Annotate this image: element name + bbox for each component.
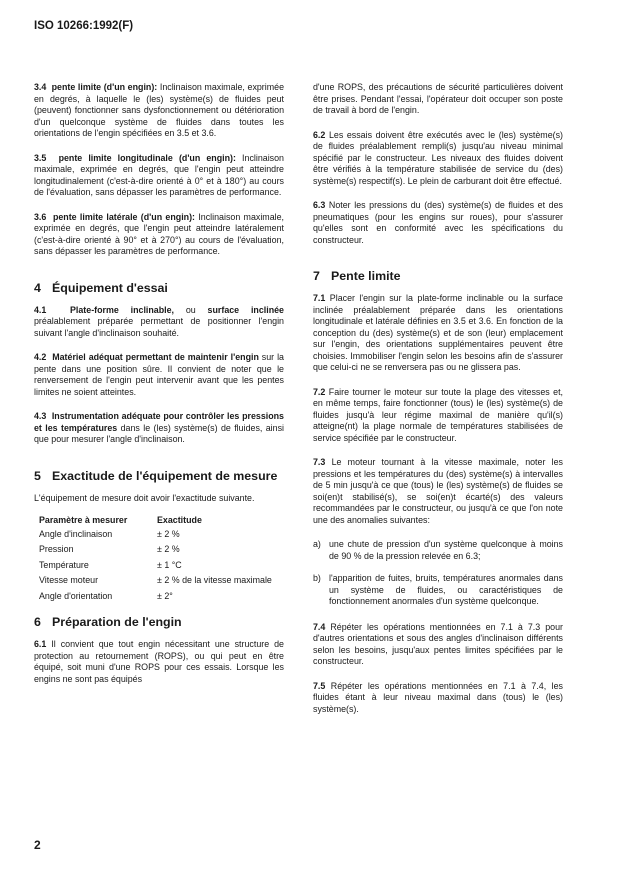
section-title: Exactitude de l'équipement de mesure	[52, 468, 278, 483]
clause-3-6	[34, 212, 284, 258]
clause-text: Inclinaison maximale, exprimée en degrés, que l'engin peut atteindre latéralement (c'est-à-dire orienté à 90° et à 270°) au cours de l'évaluation, sans dépasser les paramètres de performance.	[34, 211, 284, 256]
parameter-cell: Angle d'orientation	[39, 590, 113, 601]
section-number: 7	[313, 269, 320, 283]
term: pente limite latérale (d'un engin):	[52, 211, 196, 222]
parameter-cell: Pression	[39, 544, 74, 554]
section-5-intro: L'équipement de mesure doit avoir l'exactitude suivante.	[34, 492, 255, 503]
clause-3-4	[34, 82, 284, 140]
list-item-a	[313, 539, 563, 562]
list-label: a)	[313, 539, 321, 549]
section-5-heading	[34, 469, 284, 483]
clause-7-4	[313, 622, 563, 668]
table-row	[39, 571, 277, 587]
section-4-heading	[34, 281, 284, 295]
term: Instrumentation adéquate pour contrôler les pressions et les températures	[34, 411, 284, 433]
clause-6-3	[313, 200, 563, 246]
clause-number: 4.3	[34, 411, 47, 421]
clause-text: Placer l'engin sur la plate-forme inclinable ou la surface inclinée préalablement préparée dans les orientations longitudinale et latérale définies en 3.5 et 3.6. En fonction de la conception du (des) système(s) et de son (leur) emplacement sur l'engin, des orientations supplémentaires peuvent être choisies. Immobiliser l'engin selon les besoins afin de s'assurer que celui-ci ne se renversera pas ou ne glissera pas.	[313, 293, 563, 372]
clause-text: Inclinaison maximale, exprimée en degrés, à laquelle le (les) système(s) de fluides peut (peuvent) fonctionner sans dysfonctionnement ou détérioration d'un quelconque système de fluides dans toutes les orientations de l'engin spécifiées en 3.5 et 3.6.	[34, 82, 285, 138]
clause-number: 4.2	[34, 352, 47, 362]
accuracy-cell: ± 1 °C	[157, 559, 182, 570]
section-number: 5	[34, 468, 41, 483]
clause-text: Inclinaison maximale, exprimée en degrés, que l'engin peut atteindre longitudinalement (c'est-à-dire orienté à 0° et à 180°) au cours de l'évaluation, sans dépasser les paramètres de performance.	[34, 152, 284, 197]
list-label: b)	[313, 573, 321, 583]
accuracy-cell: ± 2 % de la vitesse maximale	[157, 575, 272, 585]
clause-6-1	[34, 639, 284, 685]
clause-number: 6.3	[313, 200, 326, 210]
clause-text: Le moteur tournant à la vitesse maximale, noter les pressions et les températures du (des) système(s) à intervalles de 5 min jusqu'à ce que (tous) le (les) système(s) de fluides se soi(en)t stabilisé(s), se soi(en)t écarté(s) des valeurs recommandées par le constructeur, ou jusqu'à ce que l'on note une des anomalies suivantes:	[313, 457, 563, 525]
term: pente limite (d'un engin):	[51, 82, 158, 92]
section-title: Équipement d'essai	[52, 280, 168, 295]
section-number: 6	[34, 615, 41, 629]
clause-text: Répéter les opérations mentionnées en 7.1 à 7.3 pour d'autres orientations et sous des angles d'inclinaison différents selon les besoins, jusqu'aux pentes limites spécifiées par le constructeur.	[313, 621, 563, 666]
clause-4-3	[34, 411, 284, 446]
clause-text: sur la pente dans une position sûre. Il convient de noter que le renversement de l'engin peut intervenir avant que les pentes limites ne soient atteintes.	[34, 352, 284, 397]
section-title: Préparation de l'engin	[52, 615, 182, 629]
clause-text: Les essais doivent être exécutés avec le (les) système(s) de fluides préalablement rempli(s) jusqu'au niveau minimal spécifié par le constructeur. Les niveaux des fluides doivent être vérifiés à la température stabilisée de service du (des) système(s) respectif(s). Le plein de carburant doit être effectué.	[313, 129, 563, 186]
term: surface inclinée	[207, 304, 284, 315]
accuracy-cell: ± 2 %	[157, 544, 180, 554]
right-column	[313, 82, 563, 728]
table-row	[39, 556, 277, 572]
section-7-heading	[313, 269, 563, 283]
clause-text: préalablement préparée permettant de positionner l'engin suivant l'angle d'inclinaison souhaité.	[34, 316, 284, 338]
page-number: 2	[34, 838, 41, 852]
left-column	[34, 82, 284, 698]
clause-text: Il convient que tout engin nécessitant une structure de protection au retournement (ROPS), ou qui peut en être équipé, soit muni d'une ROPS pour ces essais. Lorsque les engins ne sont pas équipés	[34, 639, 284, 684]
clause-number: 3.4	[34, 82, 47, 92]
clause-number: 7.3	[313, 457, 326, 467]
clause-text: Faire tourner le moteur sur toute la plage des vitesses et, en même temps, faire fonctionner (tous) le (les) système(s) de fluides jusqu'à leur régime maximal de manière qu'il(s) atteigne(nt) la plage normale de températures stabilisées de service spécifiée par le constructeur.	[313, 386, 563, 443]
table-row	[39, 529, 277, 541]
clause-number: 7.5	[313, 680, 326, 691]
clause-number: 6.2	[313, 129, 326, 140]
column-header: Paramètre à mesurer	[39, 515, 128, 525]
parameter-cell: Vitesse moteur	[39, 575, 99, 585]
term: Plate-forme inclinable,	[69, 304, 175, 315]
parameter-cell: Température	[39, 559, 89, 570]
clause-text: Répéter les opérations mentionnées en 7.1 à 7.4, les fluides étant à leur niveau maximal dans (tous) le (les) système(s).	[313, 680, 563, 714]
list-text: l'apparition de fuites, bruits, températures anormales dans un système de fluides, ou caractéristiques de fonctionnement anormales d'un système quelconque.	[329, 573, 563, 606]
section-6-heading	[34, 615, 284, 629]
accuracy-cell: ± 2°	[157, 590, 173, 601]
clause-text: Noter les pressions du (des) système(s) de fluides et des pneumatiques (pour les engins sur roues), pour s'assurer qu'elles sont en conformité avec les spécifications du constructeur.	[313, 200, 563, 245]
table-row	[39, 540, 277, 556]
clause-number: 3.5	[34, 152, 47, 163]
connector-text: ou	[174, 304, 208, 315]
clause-3-5	[34, 153, 284, 199]
clause-6-2	[313, 130, 563, 188]
clause-number: 4.1	[34, 304, 47, 315]
term: Matériel adéquat permettant de maintenir l'engin	[52, 352, 259, 362]
clause-6-1-continued: d'une ROPS, des précautions de sécurité particulières doivent être prises. Pendant l'essai, l'opérateur doit occuper son poste de travail à bord de l'engin.	[313, 82, 563, 115]
clause-number: 6.1	[34, 639, 47, 649]
accuracy-table	[39, 515, 277, 602]
list-item-b	[313, 573, 563, 608]
clause-7-5	[313, 681, 563, 716]
clause-number: 7.4	[313, 621, 326, 632]
parameter-cell: Angle d'inclinaison	[39, 528, 113, 539]
accuracy-cell: ± 2 %	[157, 528, 180, 539]
term: pente limite longitudinale (d'un engin):	[58, 152, 236, 163]
clause-7-1	[313, 293, 563, 374]
clause-4-1	[34, 305, 284, 340]
clause-number: 7.2	[313, 386, 326, 397]
clause-number: 7.1	[313, 293, 326, 303]
section-title: Pente limite	[331, 269, 401, 283]
clause-number: 3.6	[34, 211, 47, 222]
clause-7-2	[313, 387, 563, 445]
column-header: Exactitude	[157, 515, 202, 525]
clause-text: dans le (les) système(s) de fluides, ainsi que pour mesurer l'angle d'inclinaison.	[34, 422, 284, 444]
table-header-row	[39, 515, 277, 529]
clause-4-2	[34, 352, 284, 398]
section-number: 4	[34, 280, 41, 295]
list-text: une chute de pression d'un système quelconque à moins de 90 % de la pression relevée en 6.3;	[329, 539, 563, 561]
table-row	[39, 587, 277, 603]
clause-7-3	[313, 457, 563, 526]
document-header: ISO 10266:1992(F)	[34, 20, 134, 32]
